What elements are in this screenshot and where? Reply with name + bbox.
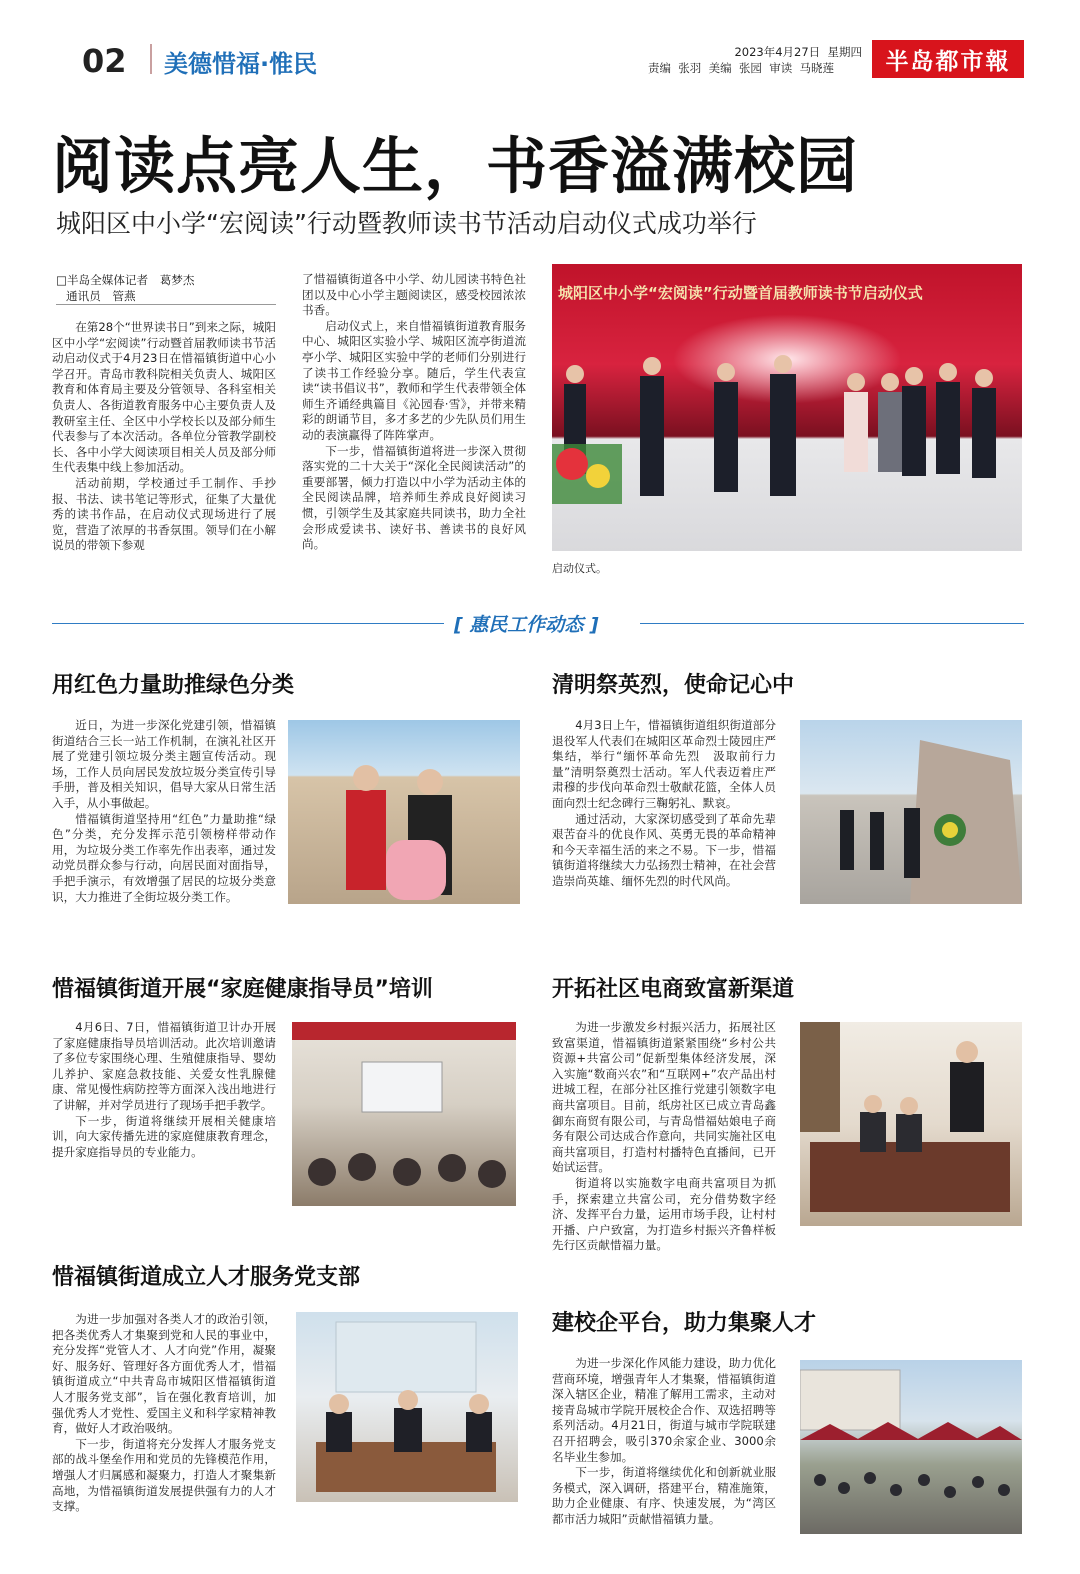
photo-meeting [800,1022,1022,1226]
article-photo-ecommerce [800,1022,1022,1226]
section-title: 美德惜福·惟民 [164,50,318,78]
issue-date: 2023年4月27日 [734,45,821,59]
article-body [52,718,276,905]
article-paragraph: 为进一步激发乡村振兴活力，拓展社区致富渠道，惜福镇街道紧紧围绕“乡村公共资源+共富公司”促新型集体经济发展，深入实施“数商兴农”和“互联网+”农产品出村进城工程，在部分社区推行党建引领数字电商共富项目。目前，纸房社区已成立青岛鑫御东商贸有限公司，与青岛惜福姑娘电子商务有限公司达成合作意向，共同实施社区电商共富项目，打造村村播特色直播间，已开始试运营。 [552,1020,776,1175]
byline [56,272,280,304]
article-title: 惜福镇街道成立人才服务党支部 [52,1265,361,1290]
article-body [52,1312,276,1515]
page-number: 02 [82,42,127,80]
article-photo-memorial [800,720,1022,904]
photo-classroom [292,1022,516,1206]
main-subheadline: 城阳区中小学“宏阅读”行动暨教师读书节活动启动仪式成功举行 [56,209,757,238]
article-paragraph: 通过活动，大家深切感受到了革命先辈艰苦奋斗的优良作风、英勇无畏的革命精神和今天幸福生活的来之不易。下一步，惜福镇街道将继续大力弘扬烈士精神，在社会营造崇尚英雄、缅怀先烈的时代风尚。 [552,811,776,888]
stage-backdrop-text: 城阳区中小学“宏阅读”行动暨首届教师读书节启动仪式 [558,284,923,302]
photo-fair-tents [800,1360,1022,1534]
main-headline: 阅读点亮人生，书香溢满校园 [52,131,859,202]
lead-paragraph: 启动仪式上，来自惜福镇街道教育服务中心、城阳区实验小学、城阳区流亭街道流亭小学、城阳区实验中学的老师们分别进行了读书工作经验分享。随后，学生代表宣读“读书倡议书”，教师和学生代表带领全体师生齐诵经典篇目《沁园春·雪》，并带来精彩的朗诵节目，多才多艺的少先队员们用生动的表演赢得了阵阵掌声。 [302,318,526,442]
article-photo-party-branch [296,1312,518,1502]
article-title: 开拓社区电商致富新渠道 [552,977,795,1002]
lead-column-1 [52,320,276,554]
article-body [52,1020,276,1160]
article-paragraph: 4月6日、7日，惜福镇街道卫计办开展了家庭健康指导员培训活动。此次培训邀请了多位专家围绕心理、生殖健康指导、婴幼儿养护、家庭急救技能、关爱女性乳腺健康、常见慢性病防控等方面深入浅出地进行了讲解，并对学员进行了现场手把手教学。 [52,1020,276,1112]
photo-memorial-scene [800,720,1022,904]
photo-people [288,720,520,904]
article-photo-training [292,1022,516,1206]
banner-rule-left [52,623,444,624]
article-paragraph: 下一步，街道将充分发挥人才服务党支部的战斗堡垒作用和党员的先锋模范作用，增强人才归属感和凝聚力，打造人才聚集新高地，为惜福镇街道发展提供强有力的人才支撑。 [52,1436,276,1514]
article-title: 惜福镇街道开展“家庭健康指导员”培训 [52,977,433,1002]
article-paragraph: 为进一步加强对各类人才的政治引领，把各类优秀人才集聚到党和人民的事业中，充分发挥“党管人才、人才向党”作用，凝聚好、服务好、管理好各方面优秀人才，惜福镇街道成立“中共青岛市城阳区惜福镇街道人才服务党支部”，旨在强化教育培训，加强优秀人才党性、爱国主义和科学家精神教育，做好人才政治吸纳。 [52,1312,276,1436]
issue-weekday: 星期四 [827,45,862,59]
lead-photo [552,264,1022,551]
header-meta [648,44,862,76]
lead-column-2 [302,272,526,553]
article-paragraph: 4月3日上午，惜福镇街道组织街道部分退役军人代表们在城阳区革命烈士陵园庄严集结，举行“缅怀革命先烈 汲取前行力量”清明祭奠烈士活动。军人代表迈着庄严肃穆的步伐向革命烈士敬献花篮，全体人员面向烈士纪念碑行三鞠躬礼、默哀。 [552,718,776,810]
lead-photo-caption: 启动仪式。 [552,562,607,575]
article-body [552,718,776,890]
header-divider [150,44,152,74]
lead-paragraph: 在第28个“世界读书日”到来之际，城阳区中小学“宏阅读”行动暨首届教师读书节活动启动仪式于4月23日在惜福镇街道中心小学召开。青岛市教科院相关负责人、城阳区教育和体育局主要及分管领导、各科室相关负责人、各街道教育服务中心主要负责人及教研室主任、全区中小学校长以及部分师生代表参与了本次活动。各单位分管教学副校长、各中小学大阅读项目相关人员及部分师生代表集中线上参加活动。 [52,320,276,475]
byline-reporter: □半岛全媒体记者 葛梦杰 [56,273,195,287]
article-photo-sorting [288,720,520,904]
lead-paragraph: 了惜福镇街道各中小学、幼儿园读书特色社团以及中心小学主题阅读区，感受校园浓浓书香。 [302,272,526,318]
article-paragraph: 近日，为进一步深化党建引领，惜福镇街道结合三长一站工作机制，在演礼社区开展了党建引领垃圾分类主题宣传活动。现场，工作人员向居民发放垃圾分类宣传引导手册，普及相关知识，倡导大家从日常生活入手，从小事做起。 [52,718,276,810]
article-photo-job-fair [800,1360,1022,1534]
section-banner: [ 惠民工作动态 ] [454,614,599,636]
banner-rule-right [640,623,1024,624]
byline-correspondent: 通讯员 管燕 [66,289,136,303]
article-title: 用红色力量助推绿色分类 [52,673,295,698]
article-body [552,1356,776,1528]
article-paragraph: 街道将以实施数字电商共富项目为抓手，探索建立共富公司，充分借势数字经济、发挥平台力量，运用市场手段，让村村开播、户户致富，为打造乡村振兴齐鲁样板先行区贡献惜福力量。 [552,1175,776,1253]
article-paragraph: 下一步，街道将继续开展相关健康培训，向大家传播先进的家庭健康教育理念，提升家庭指导员的专业能力。 [52,1113,276,1159]
lead-paragraph: 下一步，惜福镇街道将进一步深入贯彻落实党的二十大关于“深化全民阅读活动”的重要部署，倾力打造以中小学为活动主体的全民阅读品牌，培养师生养成良好阅读习惯，引领学生及其家庭共同读书，助力全社会形成爱读书、读好书、善读书的良好风尚。 [302,443,526,552]
newspaper-logo: 半岛都市報 [872,40,1024,78]
article-paragraph: 惜福镇街道坚持用“红色”力量助推“绿色”分类，充分发挥示范引领榜样带动作用，为垃圾分类工作率先作出表率，通过发动党员群众参与行动，向居民面对面指导，手把手演示，有效增强了居民的垃圾分类意识，大力推进了全街垃圾分类工作。 [52,811,276,904]
byline-rule [56,304,276,305]
photo-branch-meeting [296,1312,518,1502]
editor-credits: 责编 张羽 美编 张园 审读 马晓莲 [648,61,835,75]
article-paragraph: 为进一步深化作风能力建设，助力优化营商环境，增强青年人才集聚，惜福镇街道深入辖区企业，精准了解用工需求，主动对接青岛城市学院开展校企合作、双选招聘等系列活动。4月21日，街道与城市学院联建召开招聘会，吸引370余家企业、3000余名毕业生参加。 [552,1356,776,1464]
lead-paragraph: 活动前期，学校通过手工制作、手抄报、书法、读书笔记等形式，征集了大量优秀的读书作品，在启动仪式现场进行了展览，营造了浓厚的书香氛围。领导们在小解说员的带领下参观 [52,475,276,553]
ceremony-people [552,264,1022,551]
article-title: 建校企平台，助力集聚人才 [552,1311,817,1336]
article-body [552,1020,776,1254]
article-paragraph: 下一步，街道将继续优化和创新就业服务模式，深入调研，搭建平台，精准施策，助力企业健康、有序、快速发展，为“湾区都市活力城阳”贡献惜福镇力量。 [552,1465,776,1526]
article-title: 清明祭英烈，使命记心中 [552,673,795,698]
